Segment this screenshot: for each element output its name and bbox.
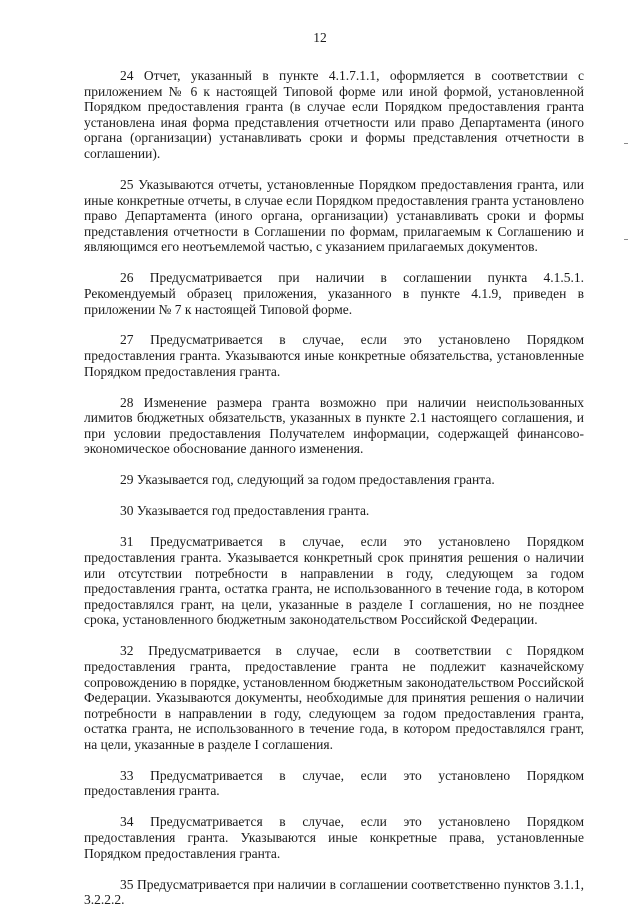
page-number: 12 [313, 30, 327, 45]
footnote-30: 30 Указывается год предоставления гранта. [120, 503, 370, 519]
scan-edge-mark [624, 239, 628, 240]
footnotes-section [84, 68, 584, 908]
footnote-29: 29 Указывается год, следующий за годом предоставления гранта. [120, 472, 495, 488]
footnote-25: 25 Указываются отчеты, установленные Порядком предоставления гранта, или иные конкретные отчеты, в случае если Порядком предоставления гранта установлено право Департамента (иного органа, организации) устанавливать сроки и формы представления отчетности в Соглашении по формам, прилагаемым к Соглашению и являющимся его неотъемлемой частью, с указанием прилагаемых документов. [84, 176, 584, 255]
footnote-24: 24 Отчет, указанный в пункте 4.1.7.1.1, оформляется в соответствии с приложением № 6 к настоящей Типовой форме или иной формой, установленной Порядком предоставления гранта (в случае если Порядком предоставления гранта установлена иная форма представления отчетности или право Департамента (иного органа (организации) устанавливать сроки и формы представления отчетности в соглашении). [84, 68, 584, 161]
footnote-27: 27 Предусматривается в случае, если это установлено Порядком предоставления гранта. Указываются иные конкретные обязательства, установленные Порядком предоставления гранта. [84, 332, 584, 379]
footnote-33: 33 Предусматривается в случае, если это установлено Порядком предоставления гранта. [84, 767, 584, 799]
footnote-32: 32 Предусматривается в случае, если в соответствии с Порядком предоставления гранта, предоставление гранта не подлежит казначейскому сопровождению в порядке, установленном бюджетным законодательством Российской Федерации. Указываются документы, необходимые для принятия решения о наличии потребности в направлении в году, следующем за годом предоставления гранта, остатка гранта, не использованного в течение года, в котором предоставлялся грант, на цели, указанные в разделе I соглашения. [84, 643, 584, 752]
footnote-28: 28 Изменение размера гранта возможно при наличии неиспользованных лимитов бюджетных обязательств, указанных в пункте 2.1 настоящего соглашения, и при условии предоставления Получателем информации, содержащей финансово-экономическое обоснование данного изменения. [84, 394, 584, 457]
footnote-26: 26 Предусматривается при наличии в соглашении пункта 4.1.5.1. Рекомендуемый образец приложения, указанного в пункте 4.1.9, приведен в приложении № 7 к настоящей Типовой форме. [84, 270, 584, 317]
footnote-35: 35 Предусматривается при наличии в соглашении соответственно пунктов 3.1.1, 3.2.2.2. [84, 876, 584, 908]
footnote-34: 34 Предусматривается в случае, если это установлено Порядком предоставления гранта. Указываются иные конкретные права, установленные Порядком предоставления гранта. [84, 814, 584, 861]
scan-edge-mark [624, 143, 628, 144]
footnote-31: 31 Предусматривается в случае, если это установлено Порядком предоставления гранта. Указывается конкретный срок принятия решения о наличии или отсутствии потребности в направлении в году, следующем за годом предоставления гранта, остатка гранта, не использованного в течение года, в котором предоставлялся грант, на цели, указанные в разделе I соглашения, но не позднее срока, установленного бюджетным законодательством Российской Федерации. [84, 534, 584, 628]
